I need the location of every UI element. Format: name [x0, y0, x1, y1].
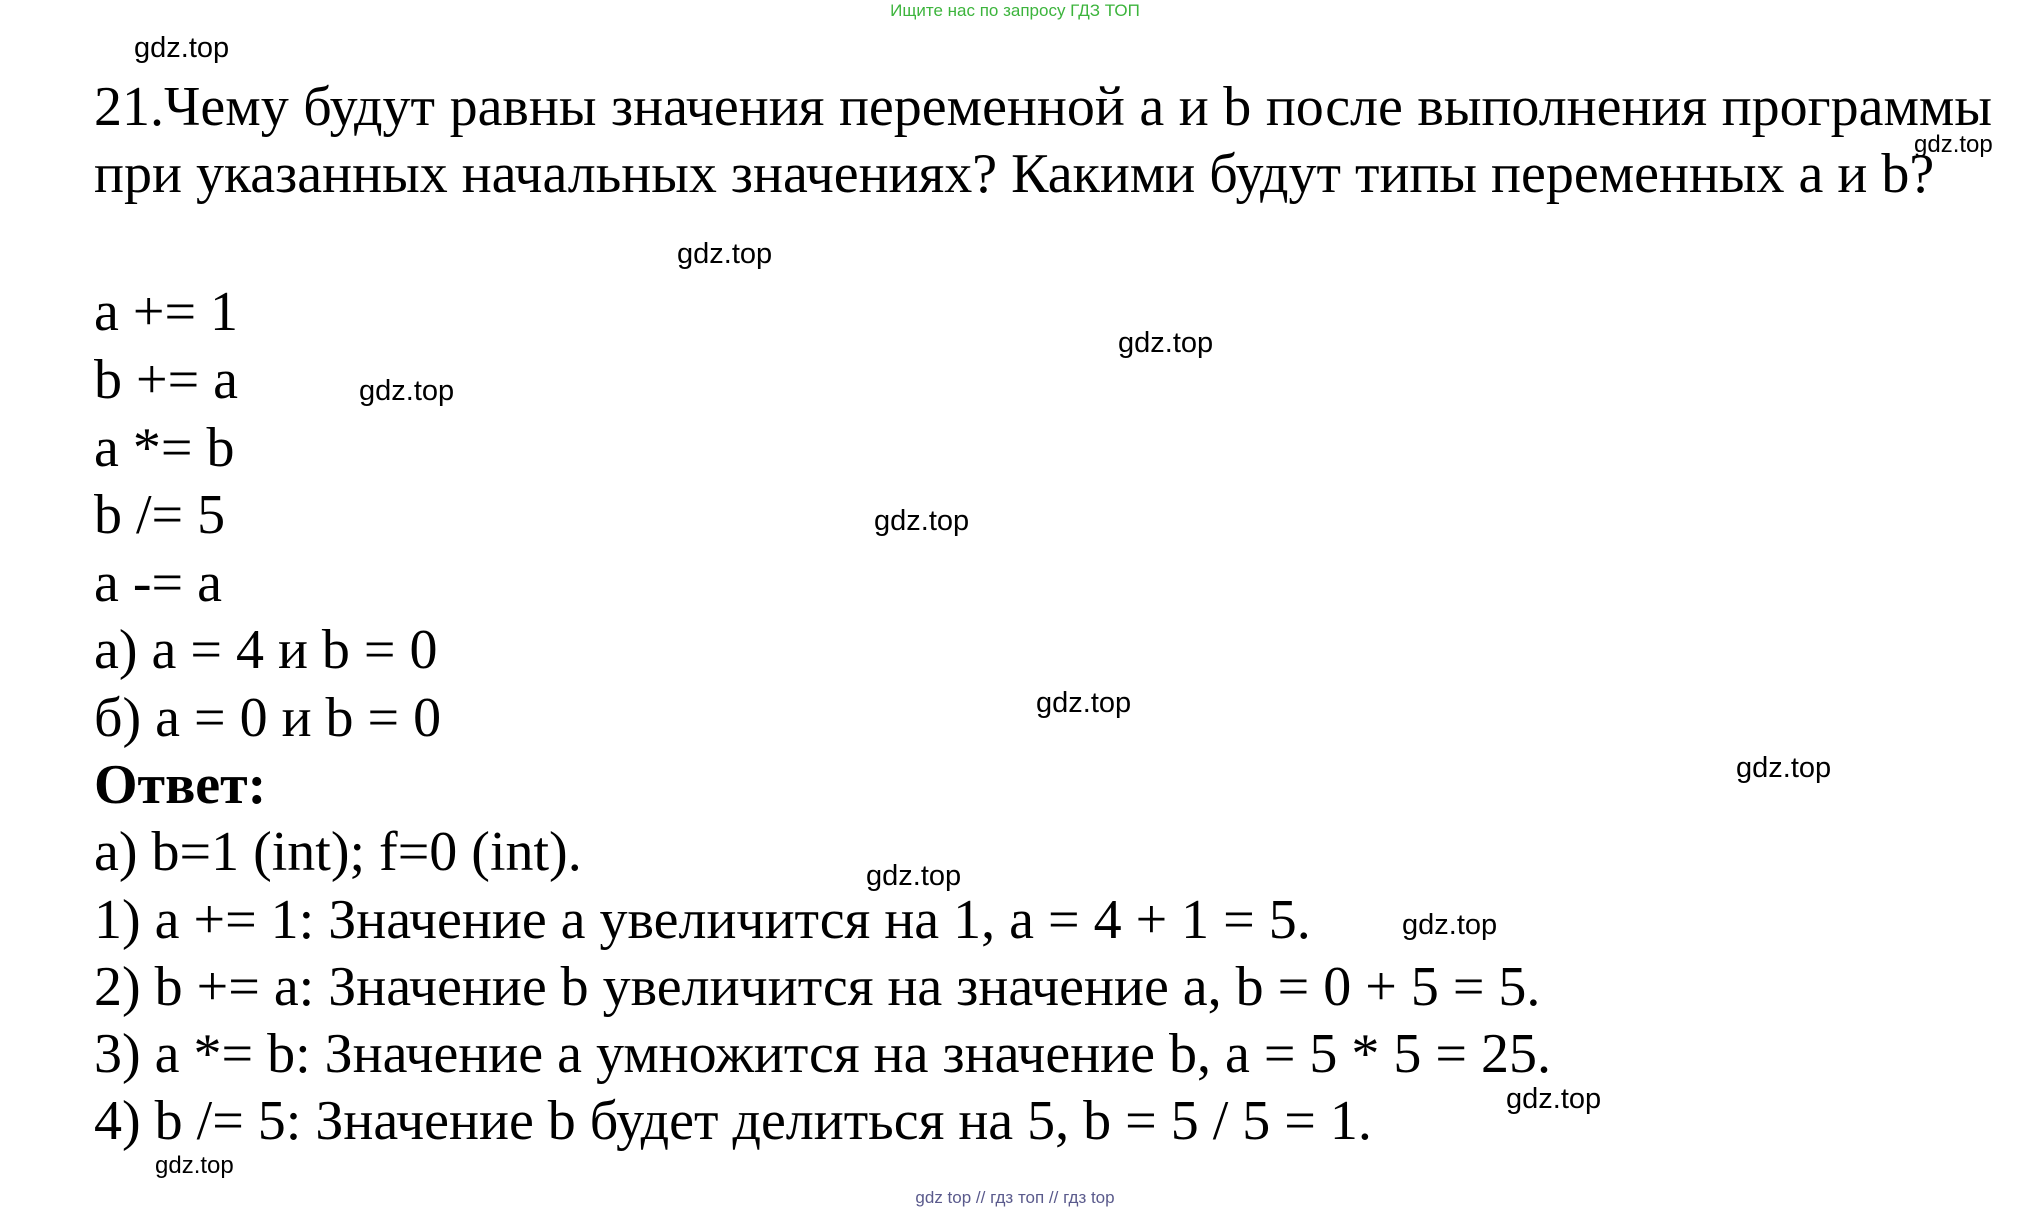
code-line: a += 1 [94, 281, 239, 343]
option-a: а) a = 4 и b = 0 [94, 619, 438, 681]
answer-line: 2) b += a: Значение b увеличится на значение a, b = 0 + 5 = 5. [94, 956, 1541, 1018]
watermark: gdz.top [1036, 687, 1132, 719]
watermark: gdz.top [155, 1152, 234, 1179]
watermark: gdz.top [359, 375, 455, 407]
watermark: gdz.top [1118, 327, 1214, 359]
top-banner: Ищите нас по запросу ГДЗ ТОП [890, 1, 1140, 20]
watermark: gdz.top [1402, 909, 1498, 941]
answer-label: Ответ: [94, 754, 267, 816]
watermark: gdz.top [866, 860, 962, 892]
watermark: gdz.top [1914, 131, 1993, 158]
question-text: 21.Чему будут равны значения переменной a и b после выполнения программы при указанных начальных значениях? Какими будут типы переменных a и b? [94, 76, 1992, 205]
answer-line: 4) b /= 5: Значение b будет делиться на 5, b = 5 / 5 = 1. [94, 1090, 1372, 1152]
code-line: a *= b [94, 417, 235, 479]
watermark: gdz.top [1506, 1083, 1602, 1115]
code-line: b += a [94, 349, 239, 411]
option-b: б) a = 0 и b = 0 [94, 687, 442, 749]
watermark: gdz.top [677, 238, 773, 270]
watermark: gdz.top [874, 505, 970, 537]
code-line: a -= a [94, 552, 222, 614]
watermark: gdz.top [134, 32, 230, 64]
answer-line: а) b=1 (int); f=0 (int). [94, 821, 582, 883]
code-line: b /= 5 [94, 484, 226, 546]
answer-line: 1) a += 1: Значение a увеличится на 1, a = 4 + 1 = 5. [94, 889, 1311, 951]
watermark: gdz.top [1736, 752, 1832, 784]
bottom-banner: gdz top // гдз топ // гдз top [915, 1188, 1115, 1207]
answer-line: 3) a *= b: Значение a умножится на значение b, a = 5 * 5 = 25. [94, 1023, 1552, 1085]
